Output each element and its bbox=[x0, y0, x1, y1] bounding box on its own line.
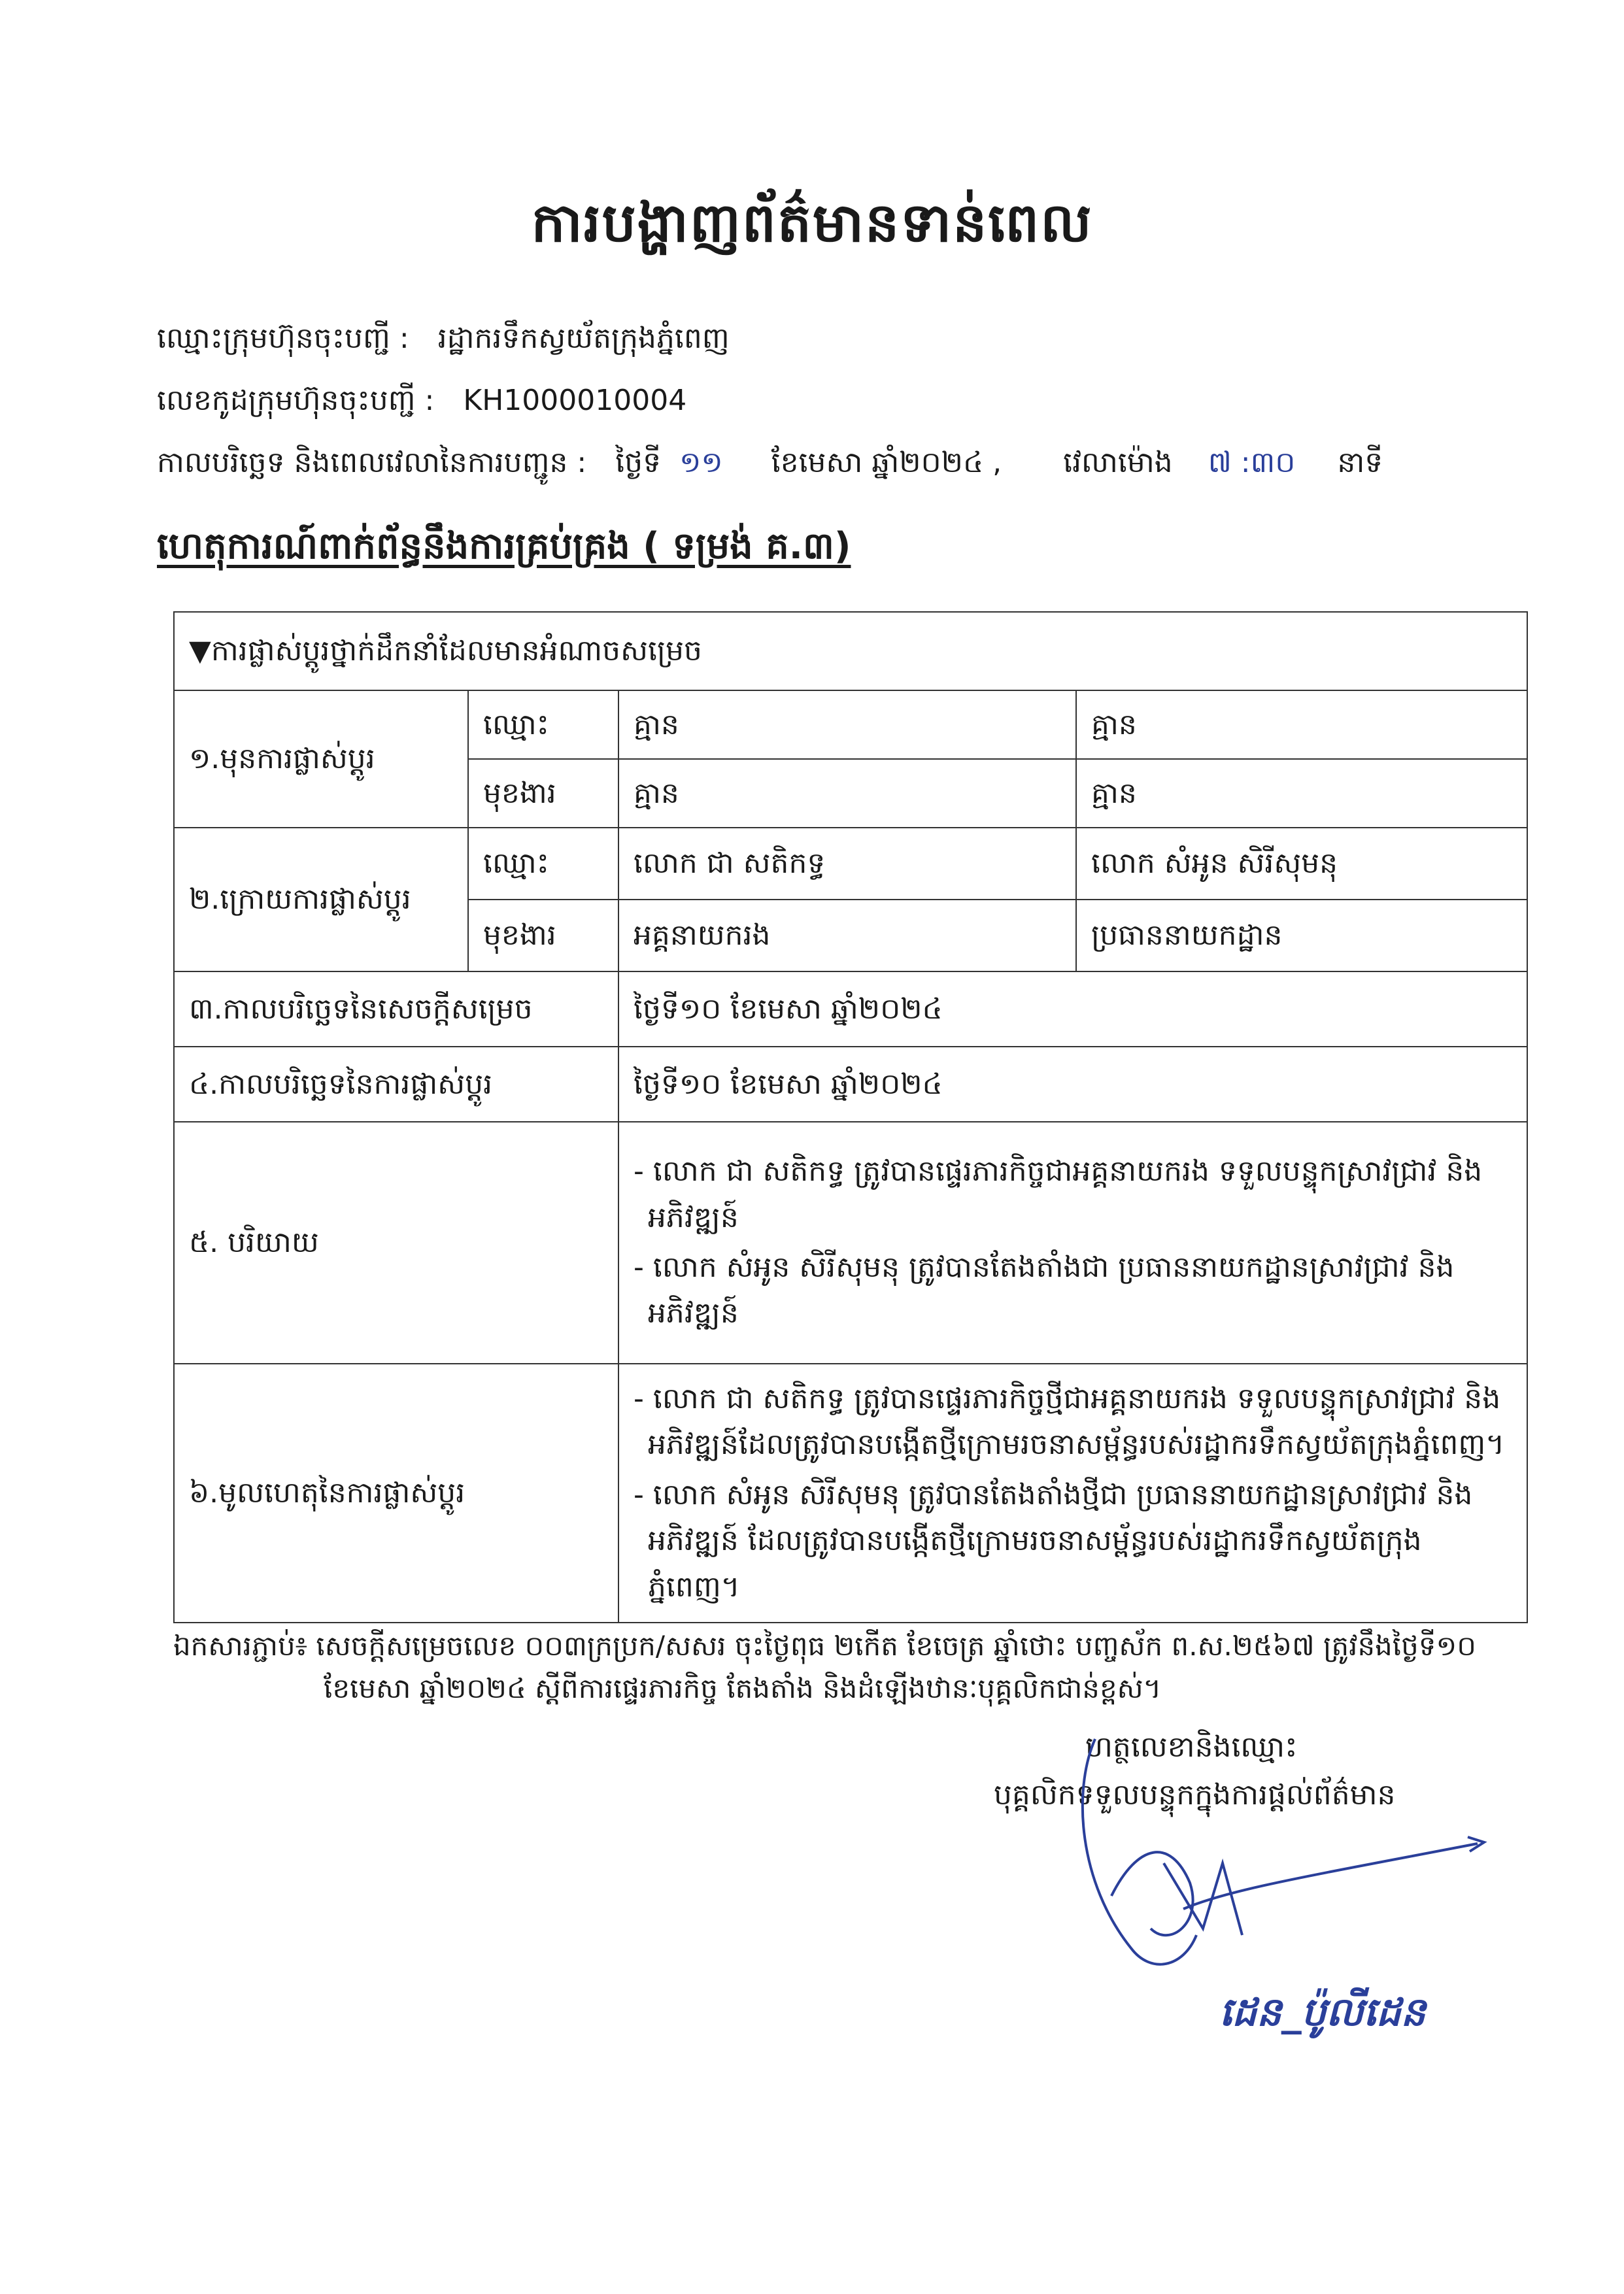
day-label: ថ្ងៃទី bbox=[615, 446, 662, 479]
name-label: ឈ្មោះ bbox=[468, 828, 618, 900]
company-name: រដ្ឋាករទឹកស្វយ័តក្រុងភ្នំពេញ bbox=[437, 322, 730, 355]
position-label: មុខងារ bbox=[468, 759, 618, 828]
description-line: - លោក សំអូន សិរីសុមនុ ត្រូវបានតែងតាំងជា ប្រធាននាយកដ្ឋានស្រាវជ្រាវ និង អភិវឌ្ឍន៍ bbox=[634, 1251, 1455, 1330]
submission-label: កាលបរិច្ឆេទ និងពេលវេលានៃការបញ្ជូន : bbox=[157, 446, 587, 479]
minute-label: នាទី bbox=[1337, 446, 1383, 479]
change-date: ថ្ងៃទី១០ ខែមេសា ឆ្នាំ២០២៤ bbox=[618, 1047, 1527, 1122]
attachment-note bbox=[173, 1625, 1527, 1710]
section-title: ហេតុការណ៍ពាក់ព័ន្ធនឹងការគ្រប់គ្រង ( ទម្រង់ គ.៣) bbox=[157, 525, 851, 567]
time-value: ៧ :៣០ bbox=[1208, 446, 1296, 479]
reason-label: ៦.មូលហេតុនៃការផ្លាស់ប្តូរ bbox=[174, 1364, 618, 1623]
change-date-label: ៤.កាលបរិច្ឆេទនៃការផ្លាស់ប្តូរ bbox=[174, 1047, 618, 1122]
document-title: ការបង្ហាញព័ត៌មានទាន់ពេល bbox=[531, 192, 1093, 254]
after-position-1: អគ្គនាយករង bbox=[618, 900, 1076, 971]
table-header: ▼ការផ្លាស់ប្តូរថ្នាក់ដឹកនាំដែលមានអំណាចសម្រេច bbox=[174, 612, 1527, 690]
company-code-label: លេខកូដក្រុមហ៊ុនចុះបញ្ជី : bbox=[157, 384, 435, 417]
table-row bbox=[174, 690, 1527, 759]
signature-role: បុគ្គលិកទទួលបន្ទុកក្នុងការផ្តល់ព័ត៌មាន bbox=[994, 1778, 1396, 1812]
reason-line: - លោក សំអូន សិរីសុមនុ ត្រូវបានតែងតាំងថ្មីជា ប្រធាននាយកដ្ឋានស្រាវជ្រាវ និង អភិវឌ្ឍន៍ ដែលត្រូវបានបង្កើតថ្មីក្រោមរចនាសម្ព័ន្ធរបស់រដ្ឋាករទឹកស្វយ័តក្រុងភ្នំពេញ។ bbox=[634, 1477, 1473, 1604]
after-name-1: លោក ជា សតិកទ្ធ bbox=[618, 828, 1076, 900]
before-change-label: ១.មុនការផ្លាស់ប្តូរ bbox=[174, 690, 468, 828]
name-label: ឈ្មោះ bbox=[468, 690, 618, 759]
company-code: KH1000010004 bbox=[463, 384, 687, 417]
company-name-label: ឈ្មោះក្រុមហ៊ុនចុះបញ្ជី : bbox=[157, 322, 409, 355]
table-row bbox=[174, 971, 1527, 1047]
company-code-row bbox=[157, 382, 686, 424]
table-row bbox=[174, 1047, 1527, 1122]
table-row bbox=[174, 828, 1527, 900]
table-row bbox=[174, 1364, 1527, 1623]
attachment-line: ឯកសារភ្ជាប់៖ សេចក្តីសម្រេចលេខ ០០៣ក្រប្រក/សសរ ចុះថ្ងៃពុធ ២កើត ខែចេត្រ ឆ្នាំថោះ បញ្ចស័ក ព.ស.២៥៦៧ ត្រូវនឹងថ្ងៃទី១០ bbox=[173, 1630, 1476, 1662]
attachment-line: ខែមេសា ឆ្នាំ២០២៤ ស្តីពីការផ្ទេរភារកិច្ច តែងតាំង និងដំឡើងឋានៈបុគ្គលិកជាន់ខ្ពស់។ bbox=[324, 1672, 1162, 1705]
day-value: ១១ bbox=[679, 446, 723, 479]
time-label: វេលាម៉ោង bbox=[1063, 446, 1173, 479]
month-year: ខែមេសា ឆ្នាំ២០២៤ , bbox=[771, 446, 1002, 479]
before-name-1: គ្មាន bbox=[618, 690, 1076, 759]
before-position-2: គ្មាន bbox=[1076, 759, 1527, 828]
table-header-row bbox=[174, 612, 1527, 690]
signature-label: ហត្ថលេខានិងឈ្មោះ bbox=[1085, 1730, 1298, 1764]
before-name-2: គ្មាន bbox=[1076, 690, 1527, 759]
submission-row bbox=[157, 445, 1383, 486]
table-row bbox=[174, 1122, 1527, 1364]
before-position-1: គ្មាន bbox=[618, 759, 1076, 828]
description-line: - លោក ជា សតិកទ្ធ ត្រូវបានផ្ទេរភារកិច្ចជាអគ្គនាយករង ទទួលបន្ទុកស្រាវជ្រាវ និង អភិវឌ្ឍន៍ bbox=[634, 1155, 1483, 1234]
company-name-row bbox=[157, 320, 730, 362]
reason-line: - លោក ជា សតិកទ្ធ ត្រូវបានផ្ទេរភារកិច្ចថ្មីជាអគ្គនាយករង ទទួលបន្ទុកស្រាវជ្រាវ និងអភិវឌ្ឍន៍ដែលត្រូវបានបង្កើតថ្មីក្រោមរចនាសម្ព័ន្ធរបស់រដ្ឋាករទឹកស្វយ័តក្រុងភ្នំពេញ។ bbox=[634, 1382, 1505, 1462]
position-label: មុខងារ bbox=[468, 900, 618, 971]
leadership-change-table bbox=[173, 611, 1528, 1623]
signatory-name: ដេន_ប៉ូលីដេន bbox=[1219, 1989, 1426, 2035]
decision-date-label: ៣.កាលបរិច្ឆេទនៃសេចក្តីសម្រេច bbox=[174, 971, 618, 1047]
handwritten-signature bbox=[1033, 1713, 1491, 1987]
decision-date: ថ្ងៃទី១០ ខែមេសា ឆ្នាំ២០២៤ bbox=[618, 971, 1527, 1047]
after-change-label: ២.ក្រោយការផ្លាស់ប្តូរ bbox=[174, 828, 468, 971]
reason-cell bbox=[618, 1364, 1527, 1623]
description-cell bbox=[618, 1122, 1527, 1364]
after-name-2: លោក សំអូន សិរីសុមនុ bbox=[1076, 828, 1527, 900]
after-position-2: ប្រធាននាយកដ្ឋាន bbox=[1076, 900, 1527, 971]
description-label: ៥. បរិយាយ bbox=[174, 1122, 618, 1364]
